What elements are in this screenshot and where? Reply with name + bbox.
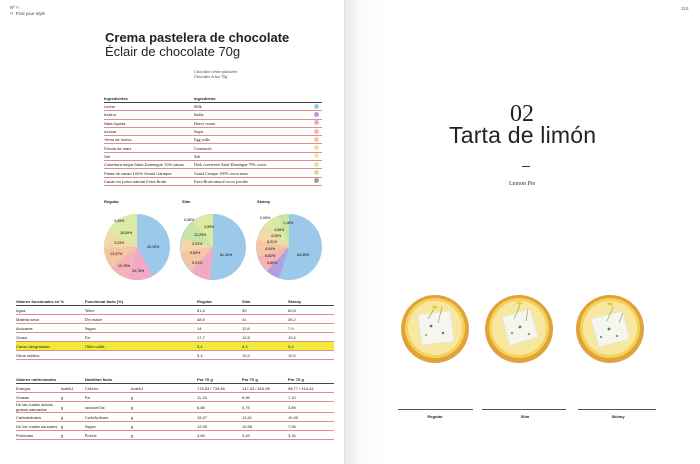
functional-facts-table <box>16 298 334 360</box>
nutrition-cell-skinny: 98,77 / 416,44 <box>288 384 334 393</box>
nutrition-cell-u1: g <box>61 413 85 422</box>
functional-cell-es: Grasa <box>16 333 85 342</box>
functional-row <box>16 315 334 324</box>
ingredient-name-es: Cacao en polvo natural Extra Brute <box>104 177 194 185</box>
ingredient-name-en: Cornstarch <box>194 144 314 152</box>
functional-row <box>16 306 334 315</box>
pie-label: 4,04% <box>265 247 276 251</box>
pie-chart-skinny <box>254 212 324 282</box>
nutrition-cell-en: Sugars <box>85 422 131 431</box>
functional-cell-en: Sugars <box>85 324 197 333</box>
nutrition-header-es: Valores nutricionales <box>16 376 61 384</box>
functional-cell-slim: 12,8 <box>242 333 288 342</box>
ingredient-name-en: Milk <box>194 103 314 111</box>
ingredient-row <box>104 177 322 185</box>
functional-cell-en: Fat <box>85 333 197 342</box>
nutrition-row <box>16 413 334 422</box>
nutrition-cell-u2: kcal/kJ <box>131 384 197 393</box>
ingredient-row <box>104 169 322 177</box>
functional-row <box>16 342 334 351</box>
functional-cell-regular: 51,5 <box>197 306 242 315</box>
functional-row <box>16 333 334 342</box>
nutrition-cell-skinny: 7,95 <box>288 422 334 431</box>
variant-rule-regular <box>398 409 473 410</box>
left-page <box>0 0 345 464</box>
pie-label: 4,29% <box>271 234 282 238</box>
ingredient-name-es: Pasta de cacao 100% Grand Caraque <box>104 169 194 177</box>
pie-label: 18,59% <box>120 231 133 235</box>
nutrition-cell-u1: g <box>61 422 85 431</box>
nutrition-cell-regular: 6,88 <box>197 402 242 413</box>
functional-cell-skinny: 5,4 <box>288 342 334 351</box>
ingredient-row <box>104 119 322 127</box>
running-head <box>10 5 45 17</box>
chocolate-block-line2: Chocolate éclair 70g <box>194 74 228 79</box>
ingredient-row <box>104 136 322 144</box>
legend-color-dot <box>314 145 319 150</box>
functional-header-en: Functional facts (%) <box>85 298 197 306</box>
nutrition-cell-u1: g <box>61 393 85 402</box>
nutrition-cell-u1: kcal/kJ <box>61 384 85 393</box>
pie-label: 64,35% <box>297 253 310 257</box>
tartlet-image-skinny <box>573 289 647 363</box>
nutrition-cell-u1: g <box>61 431 85 440</box>
functional-cell-en: Dry matter <box>85 315 197 324</box>
functional-cell-regular: 14 <box>197 324 242 333</box>
functional-cell-en: Other solids <box>85 342 197 351</box>
nutrition-cell-u2: g <box>131 393 197 402</box>
ingredient-name-en: Egg yolks <box>194 136 314 144</box>
variant-label-slim: Slim <box>520 414 530 419</box>
functional-body <box>16 306 334 360</box>
recipe-english-name: Lemon Pie <box>509 181 536 187</box>
chocolate-block-line1: Chocolate crème pâtissière <box>194 69 238 74</box>
nutrition-header-skinny: Por 70 g <box>288 376 334 384</box>
nutrition-cell-es: Energía <box>16 384 61 393</box>
nutrition-cell-en: Calories <box>85 384 131 393</box>
ingredient-name-en: Salt <box>194 152 314 160</box>
ingredient-name-es: Yema de huevo <box>104 136 194 144</box>
functional-header-slim: Slim <box>242 298 288 306</box>
running-head-section-letter: R <box>10 11 14 16</box>
nutrition-row <box>16 393 334 402</box>
functional-header-regular: Regular <box>197 298 242 306</box>
legend-color-dot <box>314 153 319 158</box>
variant-label-regular: Regular <box>427 414 443 419</box>
nutrition-row <box>16 422 334 431</box>
ingredient-row <box>104 161 322 169</box>
functional-cell-slim: 59 <box>242 306 288 315</box>
ingredient-row <box>104 127 322 135</box>
functional-cell-en <box>85 351 197 360</box>
legend-color-dot <box>314 178 319 183</box>
ingredient-name-en: Extra Brute natural cocoa powder <box>194 177 314 185</box>
nutrition-cell-skinny: 7,10 <box>288 393 334 402</box>
nutrition-cell-en: Fat <box>85 393 131 402</box>
pie-label: 9,83% <box>190 251 201 255</box>
pie-label: 12,29% <box>194 233 207 237</box>
ingredient-name-en: Inulin <box>194 111 314 119</box>
functional-header-skinny: Skinny <box>288 298 334 306</box>
pie-label: 3,99% <box>204 225 215 229</box>
ingredient-name-es: Inulina <box>104 111 194 119</box>
chocolate-block-heading <box>194 69 237 79</box>
nutrition-body <box>16 384 334 440</box>
running-head-section-name: Find your style <box>15 11 46 16</box>
functional-cell-regular: 17,7 <box>197 333 242 342</box>
legend-color-dot <box>314 120 319 125</box>
ingredient-name-en: Heavy cream <box>194 119 314 127</box>
ingredient-name-es: Cobertura negra Saint-Domingue 70% cacao <box>104 161 194 169</box>
nutrition-cell-skinny: 3,34 <box>288 431 334 440</box>
nutrition-cell-en: saturated fat <box>85 402 131 413</box>
tartlet-image-slim <box>482 289 556 363</box>
ingredients-header-en: Ingredients <box>194 95 314 103</box>
pie-label: 13,47% <box>110 252 123 256</box>
nutrition-cell-regular: 11,18 <box>197 393 242 402</box>
functional-cell-es: Materia seca <box>16 315 85 324</box>
functional-cell-regular: 48,5 <box>197 315 242 324</box>
nutrition-row <box>16 431 334 440</box>
pie-chart-slim <box>178 212 248 282</box>
legend-color-dot <box>314 137 319 142</box>
nutrition-cell-regular: 15,37 <box>197 413 242 422</box>
nutrition-cell-slim: 4,75 <box>242 402 288 413</box>
functional-row <box>16 351 334 360</box>
nutrition-cell-u2: g <box>131 422 197 431</box>
recipe-subtitle: Éclair de chocolate 70g <box>105 44 241 59</box>
functional-cell-slim: 41 <box>242 315 288 324</box>
pie-label: 0,06% <box>184 218 195 222</box>
functional-cell-slim: 10,2 <box>242 351 288 360</box>
functional-cell-es: Agua <box>16 306 85 315</box>
right-page <box>345 0 700 464</box>
nutrition-header-regular: Por 70 g <box>197 376 242 384</box>
ingredient-name-en: Grand Caraque 100% cocoa mass <box>194 169 314 177</box>
pie-label: 5,60% <box>267 261 278 265</box>
functional-cell-skinny: 39,2 <box>288 315 334 324</box>
variant-rule-skinny <box>578 409 656 410</box>
pie-label: 3,23% <box>114 241 125 245</box>
page-number-right: 315 <box>681 6 689 11</box>
ingredient-name-en: Sugar <box>194 127 314 135</box>
pie-label: 9,21% <box>192 261 203 265</box>
pie-label: 0,05% <box>114 219 125 223</box>
variant-rule-slim <box>482 409 566 410</box>
pie-label: 4,65% <box>274 228 285 232</box>
pie-label: 3,91% <box>192 242 203 246</box>
nutrition-cell-regular: 3,69 <box>197 431 242 440</box>
title-divider <box>522 166 530 167</box>
nutrition-header-row <box>16 376 334 384</box>
functional-cell-es: Azúcares <box>16 324 85 333</box>
ingredients-header-es: Ingredientes <box>104 95 194 103</box>
functional-header-row <box>16 298 334 306</box>
nutrition-cell-u2: g <box>131 413 197 422</box>
functional-cell-skinny: 7,9 <box>288 324 334 333</box>
pie-label: 10,76% <box>118 264 131 268</box>
nutrition-row <box>16 402 334 413</box>
nutrition-cell-skinny: 10,40 <box>288 413 334 422</box>
ingredient-name-es: Sal <box>104 152 194 160</box>
legend-color-dot <box>314 170 319 175</box>
legend-color-dot <box>314 162 319 167</box>
ingredients-header-row <box>104 95 322 103</box>
running-head-no-value: R <box>16 5 20 10</box>
nutrition-header-slim: Por 70 g <box>242 376 288 384</box>
nutrition-cell-es: De los cuales azúcares <box>16 422 61 431</box>
nutrition-header-en: Nutrition facts <box>85 376 131 384</box>
pie-label: 43,10% <box>147 245 160 249</box>
nutrition-cell-skinny: 3,89 <box>288 402 334 413</box>
nutrition-cell-regular: 12,95 <box>197 422 242 431</box>
ingredient-name-es: Nata líquida <box>104 119 194 127</box>
pie-title-regular: Regular <box>104 199 119 204</box>
nutrition-row <box>16 384 334 393</box>
recipe-title: Crema pastelera de chocolate <box>105 30 290 45</box>
functional-cell-skinny: 10,5 <box>288 351 334 360</box>
functional-cell-skinny: 10,4 <box>288 333 334 342</box>
ingredient-name-es: Fécula de maíz <box>104 144 194 152</box>
legend-color-dot <box>314 129 319 134</box>
nutrition-cell-es: Proteínas <box>16 431 61 440</box>
nutrition-facts-table <box>16 376 334 440</box>
functional-cell-regular: 9,4 <box>197 351 242 360</box>
running-head-no-label: Nº <box>10 5 15 10</box>
nutrition-cell-u2: g <box>131 431 197 440</box>
functional-cell-es: Cacao desgrasado <box>16 342 85 351</box>
pie-label: 10,78% <box>132 269 145 273</box>
legend-color-dot <box>314 112 319 117</box>
nutrition-cell-es: Grasas <box>16 393 61 402</box>
pie-title-slim: Slim <box>182 199 191 204</box>
nutrition-cell-en: Carbohydrates <box>85 413 131 422</box>
nutrition-cell-slim: 147,43 / 616,85 <box>242 384 288 393</box>
ingredient-row <box>104 103 322 111</box>
nutrition-cell-slim: 13,41 <box>242 413 288 422</box>
functional-cell-skinny: 60,8 <box>288 306 334 315</box>
nutrition-cell-en: Protein <box>85 431 131 440</box>
functional-row <box>16 324 334 333</box>
ingredient-name-es: Azúcar <box>104 127 194 135</box>
nutrition-cell-slim: 3,49 <box>242 431 288 440</box>
variant-label-skinny: Skinny <box>611 414 625 419</box>
pie-label: 0,06% <box>260 216 271 220</box>
functional-cell-es: Otros sólidos <box>16 351 85 360</box>
pie-title-skinny: Skinny <box>257 199 271 204</box>
ingredient-row <box>104 152 322 160</box>
recipe-title-right: Tarta de limón <box>449 122 597 148</box>
ingredients-table <box>104 95 322 186</box>
pie-label: 61,43% <box>220 253 233 257</box>
functional-header-es: Valores funcionales en % <box>16 298 85 306</box>
legend-color-dot <box>314 104 319 109</box>
pie-label: 8,82% <box>265 254 276 258</box>
nutrition-cell-regular: 176,83 / 739,86 <box>197 384 242 393</box>
recipe-number: 02 <box>510 101 534 127</box>
ingredient-row <box>104 111 322 119</box>
nutrition-cell-u1: g <box>61 402 85 413</box>
functional-cell-slim: 12,6 <box>242 324 288 333</box>
ingredient-row <box>104 144 322 152</box>
ingredient-name-en: Dark couverture Saint-Domingue 70% cocoa <box>194 161 314 169</box>
pie-label: 1,16% <box>283 221 294 225</box>
tartlet-image-regular <box>398 289 472 363</box>
functional-cell-slim: 5,4 <box>242 342 288 351</box>
nutrition-cell-es: Carbohidratos <box>16 413 61 422</box>
functional-cell-en: Water <box>85 306 197 315</box>
nutrition-cell-u2: g <box>131 402 197 413</box>
nutrition-cell-slim: 10,98 <box>242 422 288 431</box>
pie-label: 8,01% <box>267 240 278 244</box>
nutrition-cell-slim: 8,96 <box>242 393 288 402</box>
pie-chart-regular <box>102 212 172 282</box>
ingredients-body <box>104 103 322 186</box>
ingredient-name-es: Leche <box>104 103 194 111</box>
functional-cell-regular: 5,4 <box>197 342 242 351</box>
nutrition-cell-es: De las cuales ácidos grasos saturados <box>16 402 61 413</box>
